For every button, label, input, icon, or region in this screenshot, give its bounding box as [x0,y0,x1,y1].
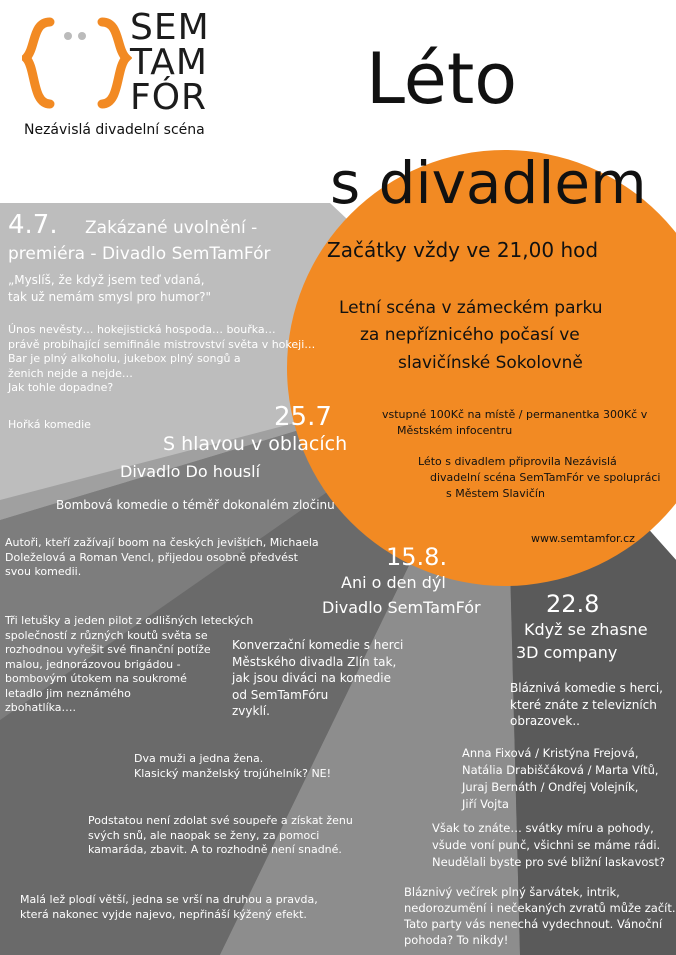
event-3-company: Divadlo SemTamFór [322,598,481,617]
event-4-text-2: Však to znáte… svátky míru a pohody, všude voní punč, všichni se máme rádi. Neudělali byste pro své bližní laskavost? [432,821,666,869]
logo-tagline: Nezávislá divadelní scéna [24,122,205,138]
event-4-title: Když se zhasne [524,620,648,639]
event-1-date: 4.7. [8,210,58,240]
event-4-cast: Anna Fixová / Kristýna Frejová, Natália Drabiščáková / Marta Vítů, Juraj Bernáth / Ondřej Volejník, Jiří Vojta [462,746,659,811]
event-1-quote: „Myslíš, že když jsem teď vdaná, tak už nemám smysl pro humor?" [8,273,212,304]
event-1-text: Únos nevěsty… hokejistická hospoda… bouřka… právě probíhající semifinále mistrovství světa v hokeji… Bar je plný alkoholu, jukebox plný songů a ženich nejde a nejde… Jak tohle dopadne? [8,323,316,394]
bracket-left-icon [26,22,50,104]
organizer-line-3: s Městem Slavičín [446,487,545,500]
organizer-line-1: Léto s divadlem připrovila Nezávislá [418,455,617,468]
logo-line-3: FÓR [130,77,208,118]
event-3-date: 15.8. [386,543,448,571]
event-1-title-1: Zakázané uvolnění - [85,218,258,238]
event-1-genre: Hořká komedie [8,418,91,431]
event-4-text: Bláznivá komedie s herci, které znáte z televizních obrazovek.. [510,681,663,728]
logo-line-1: SEM [130,7,210,48]
event-4-company: 3D company [516,643,618,662]
venue-line-1: Letní scéna v zámeckém parku [339,298,603,318]
event-1-title-2: premiéra - Divadlo SemTamFór [8,244,271,264]
event-2-text-2: Tři letušky a jeden pilot z odlišných leteckých společností z různých koutů světa se rozhodnou vyřešit své finanční potíže malou, jednorázovou brigádou - bombovým útokem na soukromé letadlo jim neznámého zbohatlíka…. [5,614,254,714]
organizer-line-2: divadelní scéna SemTamFór ve spolupráci [430,471,661,484]
event-3-text-4: Malá lež plodí větší, jedna se vrší na druhou a pravda, která nakonec vyjde najevo, nepřináší kýžený efekt. [20,893,318,921]
dot-icon [64,32,72,40]
event-3-title: Ani o den dýl [341,573,446,592]
event-2-tagline: Bombová komedie o téměř dokonalém zločinu [56,498,335,512]
title-line-1: Léto [366,38,518,120]
venue-line-2: za nepříznicého počasí ve [360,325,580,345]
tickets-line-1: vstupné 100Kč na místě / permanentka 300Kč v [382,408,648,421]
dot-icon [78,32,86,40]
title-line-2: s divadlem [330,149,647,217]
start-time: Začátky vždy ve 21,00 hod [327,238,599,262]
venue-line-3: slavičínské Sokolovně [398,353,583,373]
logo-mark [22,10,132,120]
event-3-text-2: Dva muži a jedna žena. Klasický manželský trojúhelník? NE! [134,752,332,780]
event-2-title: S hlavou v oblacích [163,433,348,455]
event-2-text-1: Autoři, kteří zažívají boom na českých jevištích, Michaela Doleželová a Roman Vencl, přijedou osobně předvést svou komedii. [5,536,319,578]
event-4-date: 22.8 [546,590,600,618]
website-link[interactable]: www.semtamfor.cz [531,532,635,545]
event-2-date: 25.7 [274,402,332,432]
event-3-text: Konverzační komedie s herci Městského divadla Zlín tak, jak jsou diváci na komedie od SemTamFóru zvyklí. [232,638,404,718]
bracket-right-icon [102,22,126,104]
logo-line-2: TAM [130,42,208,83]
event-3-text-3: Podstatou není zdolat své soupeře a získat ženu svých snů, ale naopak se ženy, za pomoci kamaráda, zbavit. A to rozhodně není snadné. [88,814,353,856]
tickets-line-2: Městském infocentru [397,424,513,437]
event-2-company: Divadlo Do houslí [120,462,261,481]
event-4-text-3: Bláznivý večírek plný šarvátek, intrik, nedorozumění i nečekaných zvratů může začít. Tato party vás nenechá vydechnout. Vánoční pohoda? To nikdy! [404,885,676,947]
